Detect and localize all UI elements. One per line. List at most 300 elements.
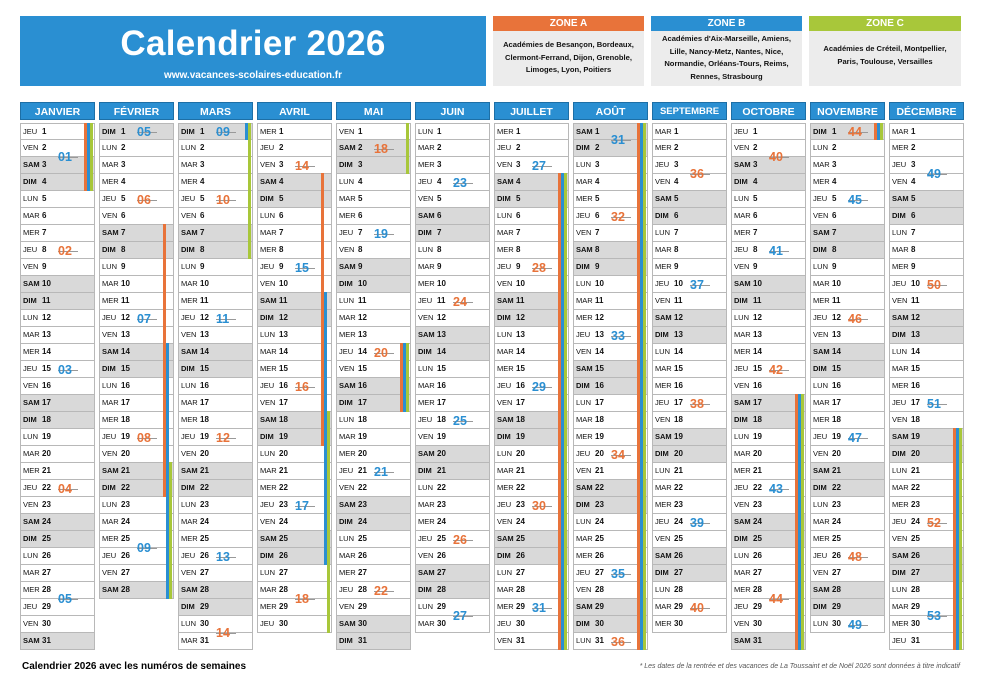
day-cell[interactable] <box>494 582 569 599</box>
day-cell[interactable] <box>810 395 885 412</box>
day-cell[interactable] <box>99 208 174 225</box>
day-cell[interactable] <box>652 480 727 497</box>
day-cell[interactable] <box>415 429 490 446</box>
day-cell[interactable] <box>178 446 253 463</box>
day-cell[interactable] <box>889 123 964 140</box>
day-cell[interactable] <box>652 463 727 480</box>
day-cell[interactable] <box>573 582 648 599</box>
day-cell[interactable] <box>415 208 490 225</box>
day-cell[interactable] <box>731 395 806 412</box>
day-cell[interactable] <box>336 259 411 276</box>
day-cell[interactable] <box>20 310 95 327</box>
day-cell[interactable] <box>99 582 174 599</box>
day-cell[interactable] <box>20 174 95 191</box>
day-cell[interactable] <box>889 531 964 548</box>
day-cell[interactable] <box>415 378 490 395</box>
day-cell[interactable] <box>573 259 648 276</box>
day-cell[interactable] <box>810 497 885 514</box>
weekday-label: SAM <box>418 449 435 458</box>
day-cell[interactable] <box>178 293 253 310</box>
day-cell[interactable] <box>20 616 95 633</box>
day-cell[interactable] <box>494 412 569 429</box>
day-cell[interactable] <box>257 174 332 191</box>
day-cell[interactable] <box>494 548 569 565</box>
day-cell[interactable] <box>652 531 727 548</box>
day-cell[interactable] <box>178 531 253 548</box>
day-cell[interactable] <box>573 412 648 429</box>
day-cell[interactable] <box>494 191 569 208</box>
day-cell[interactable] <box>494 633 569 650</box>
day-cell[interactable] <box>20 293 95 310</box>
day-cell[interactable] <box>810 361 885 378</box>
day-cell[interactable] <box>336 548 411 565</box>
day-cell[interactable] <box>731 548 806 565</box>
day-cell[interactable] <box>178 157 253 174</box>
day-cell[interactable] <box>494 293 569 310</box>
day-cell[interactable] <box>99 174 174 191</box>
day-cell[interactable] <box>652 191 727 208</box>
day-cell[interactable] <box>731 276 806 293</box>
day-cell[interactable] <box>257 225 332 242</box>
day-cell[interactable] <box>494 395 569 412</box>
day-cell[interactable] <box>178 140 253 157</box>
day-cell[interactable] <box>257 616 332 633</box>
day-cell[interactable] <box>494 310 569 327</box>
day-cell[interactable] <box>178 463 253 480</box>
day-cell[interactable] <box>336 497 411 514</box>
day-cell[interactable] <box>336 191 411 208</box>
day-cell[interactable] <box>573 548 648 565</box>
day-cell[interactable] <box>889 140 964 157</box>
day-cell[interactable] <box>178 242 253 259</box>
day-cell[interactable] <box>257 276 332 293</box>
day-cell[interactable] <box>494 480 569 497</box>
day-cell[interactable] <box>178 565 253 582</box>
day-cell[interactable] <box>573 225 648 242</box>
day-cell[interactable] <box>336 378 411 395</box>
day-cell[interactable] <box>257 123 332 140</box>
day-cell[interactable] <box>415 497 490 514</box>
day-cell[interactable] <box>336 174 411 191</box>
day-cell[interactable] <box>731 463 806 480</box>
day-cell[interactable] <box>494 140 569 157</box>
day-cell[interactable] <box>336 514 411 531</box>
day-cell[interactable] <box>652 310 727 327</box>
day-cell[interactable] <box>731 446 806 463</box>
day-cell[interactable] <box>257 310 332 327</box>
day-cell[interactable] <box>652 140 727 157</box>
day-cell[interactable] <box>889 225 964 242</box>
day-cell[interactable] <box>494 446 569 463</box>
day-cell[interactable] <box>257 344 332 361</box>
day-cell[interactable] <box>573 616 648 633</box>
day-cell[interactable] <box>652 548 727 565</box>
day-cell[interactable] <box>731 293 806 310</box>
day-cell[interactable] <box>494 123 569 140</box>
day-cell[interactable] <box>415 123 490 140</box>
day-cell[interactable] <box>257 463 332 480</box>
day-cell[interactable] <box>731 497 806 514</box>
day-cell[interactable] <box>336 361 411 378</box>
day-cell[interactable] <box>336 565 411 582</box>
day-cell[interactable] <box>573 395 648 412</box>
day-cell[interactable] <box>415 157 490 174</box>
day-cell[interactable] <box>573 599 648 616</box>
day-cell[interactable] <box>257 514 332 531</box>
day-cell[interactable] <box>336 327 411 344</box>
day-cell[interactable] <box>652 208 727 225</box>
day-cell[interactable] <box>652 361 727 378</box>
day-cell[interactable] <box>494 531 569 548</box>
day-cell[interactable] <box>494 463 569 480</box>
day-cell[interactable] <box>257 327 332 344</box>
day-cell[interactable] <box>810 531 885 548</box>
day-cell[interactable] <box>178 514 253 531</box>
day-cell[interactable] <box>652 412 727 429</box>
day-cell[interactable] <box>889 327 964 344</box>
day-cell[interactable] <box>889 293 964 310</box>
day-cell[interactable] <box>415 225 490 242</box>
day-cell[interactable] <box>889 344 964 361</box>
day-cell[interactable] <box>20 395 95 412</box>
day-cell[interactable] <box>731 310 806 327</box>
day-cell[interactable] <box>889 633 964 650</box>
day-cell[interactable] <box>810 378 885 395</box>
day-cell[interactable] <box>889 310 964 327</box>
day-cell[interactable] <box>178 582 253 599</box>
day-cell[interactable] <box>336 429 411 446</box>
day-cell[interactable] <box>652 616 727 633</box>
day-cell[interactable] <box>810 242 885 259</box>
day-cell[interactable] <box>336 480 411 497</box>
day-cell[interactable] <box>652 344 727 361</box>
day-cell[interactable] <box>731 412 806 429</box>
day-cell[interactable] <box>652 293 727 310</box>
day-cell[interactable] <box>731 208 806 225</box>
day-cell[interactable] <box>415 191 490 208</box>
month-header: JUILLET <box>494 102 569 120</box>
day-cell[interactable] <box>573 242 648 259</box>
day-cell[interactable] <box>810 446 885 463</box>
day-cell[interactable] <box>257 480 332 497</box>
day-cell[interactable] <box>415 344 490 361</box>
day-cell[interactable] <box>573 293 648 310</box>
day-cell[interactable] <box>889 548 964 565</box>
day-cell[interactable] <box>889 208 964 225</box>
day-cell[interactable] <box>731 327 806 344</box>
day-cell[interactable] <box>731 191 806 208</box>
day-cell[interactable] <box>257 548 332 565</box>
day-cell[interactable] <box>652 378 727 395</box>
day-cell[interactable] <box>336 616 411 633</box>
day-cell[interactable] <box>20 497 95 514</box>
day-cell[interactable] <box>889 429 964 446</box>
day-cell[interactable] <box>99 565 174 582</box>
day-cell[interactable] <box>415 582 490 599</box>
day-cell[interactable] <box>652 225 727 242</box>
day-cell[interactable] <box>99 514 174 531</box>
day-cell[interactable] <box>20 123 95 140</box>
day-cell[interactable] <box>20 548 95 565</box>
day-cell[interactable] <box>889 412 964 429</box>
day-cell[interactable] <box>415 565 490 582</box>
day-cell[interactable] <box>99 140 174 157</box>
day-cell[interactable] <box>731 123 806 140</box>
day-cell[interactable] <box>178 480 253 497</box>
day-cell[interactable] <box>415 140 490 157</box>
day-cell[interactable] <box>889 582 964 599</box>
day-cell[interactable] <box>336 395 411 412</box>
day-cell[interactable] <box>336 293 411 310</box>
day-cell[interactable] <box>494 174 569 191</box>
day-cell[interactable] <box>257 412 332 429</box>
day-cell[interactable] <box>731 633 806 650</box>
day-cell[interactable] <box>178 378 253 395</box>
day-cell[interactable] <box>20 225 95 242</box>
day-cell[interactable] <box>336 310 411 327</box>
day-cell[interactable] <box>810 582 885 599</box>
page-title: Calendrier 2026 <box>120 24 386 63</box>
day-cell[interactable] <box>652 242 727 259</box>
day-cell[interactable] <box>731 565 806 582</box>
day-cell[interactable] <box>415 514 490 531</box>
day-cell[interactable] <box>731 259 806 276</box>
day-cell[interactable] <box>99 276 174 293</box>
day-cell[interactable] <box>810 599 885 616</box>
day-cell[interactable] <box>336 242 411 259</box>
day-cell[interactable] <box>99 412 174 429</box>
day-cell[interactable] <box>99 157 174 174</box>
day-cell[interactable] <box>99 259 174 276</box>
day-cell[interactable] <box>415 463 490 480</box>
day-cell[interactable] <box>415 446 490 463</box>
day-cell[interactable] <box>652 565 727 582</box>
day-cell[interactable] <box>494 514 569 531</box>
day-cell[interactable] <box>20 429 95 446</box>
day-cell[interactable] <box>336 531 411 548</box>
day-cell[interactable] <box>810 463 885 480</box>
day-cell[interactable] <box>573 344 648 361</box>
day-cell[interactable] <box>178 412 253 429</box>
day-cell[interactable] <box>573 429 648 446</box>
day-cell[interactable] <box>20 463 95 480</box>
day-cell[interactable] <box>20 412 95 429</box>
day-cell[interactable] <box>99 242 174 259</box>
day-cell[interactable] <box>494 344 569 361</box>
day-cell[interactable] <box>494 225 569 242</box>
day-cell[interactable] <box>810 327 885 344</box>
day-cell[interactable] <box>20 531 95 548</box>
day-cell[interactable] <box>652 123 727 140</box>
day-cell[interactable] <box>652 259 727 276</box>
day-cell[interactable] <box>99 497 174 514</box>
day-cell[interactable] <box>257 565 332 582</box>
day-cell[interactable] <box>257 429 332 446</box>
day-cell[interactable] <box>336 157 411 174</box>
day-cell[interactable] <box>178 259 253 276</box>
day-cell[interactable] <box>99 395 174 412</box>
day-cell[interactable] <box>652 582 727 599</box>
day-cell[interactable] <box>810 276 885 293</box>
day-cell[interactable] <box>257 140 332 157</box>
day-cell[interactable] <box>178 208 253 225</box>
day-cell[interactable] <box>99 344 174 361</box>
day-cell[interactable] <box>731 531 806 548</box>
day-cell[interactable] <box>494 276 569 293</box>
day-cell[interactable] <box>810 565 885 582</box>
day-cell[interactable] <box>178 361 253 378</box>
day-cell[interactable] <box>810 174 885 191</box>
day-cell[interactable] <box>810 208 885 225</box>
day-cell[interactable] <box>20 378 95 395</box>
day-cell[interactable] <box>573 463 648 480</box>
day-cell[interactable] <box>20 446 95 463</box>
day-cell[interactable] <box>494 327 569 344</box>
day-number: 12 <box>200 313 209 322</box>
day-cell[interactable] <box>573 497 648 514</box>
day-cell[interactable] <box>810 293 885 310</box>
day-number: 19 <box>516 432 525 441</box>
day-cell[interactable] <box>415 327 490 344</box>
day-cell[interactable] <box>20 514 95 531</box>
day-cell[interactable] <box>731 616 806 633</box>
day-cell[interactable] <box>731 174 806 191</box>
day-number: 9 <box>674 262 679 271</box>
day-cell[interactable] <box>178 174 253 191</box>
day-cell[interactable] <box>99 463 174 480</box>
day-cell[interactable] <box>178 276 253 293</box>
day-cell[interactable] <box>889 463 964 480</box>
day-cell[interactable] <box>889 242 964 259</box>
day-cell[interactable] <box>336 412 411 429</box>
day-cell[interactable] <box>178 599 253 616</box>
day-cell[interactable] <box>415 259 490 276</box>
day-cell[interactable] <box>889 480 964 497</box>
day-cell[interactable] <box>652 497 727 514</box>
day-cell[interactable] <box>257 242 332 259</box>
day-cell[interactable] <box>178 395 253 412</box>
day-cell[interactable] <box>257 531 332 548</box>
day-cell[interactable] <box>573 157 648 174</box>
day-cell[interactable] <box>573 310 648 327</box>
day-cell[interactable] <box>336 208 411 225</box>
day-cell[interactable] <box>494 565 569 582</box>
day-cell[interactable] <box>99 446 174 463</box>
day-cell[interactable] <box>257 361 332 378</box>
day-cell[interactable] <box>573 276 648 293</box>
day-cell[interactable] <box>810 225 885 242</box>
day-cell[interactable] <box>573 531 648 548</box>
day-cell[interactable] <box>889 361 964 378</box>
day-cell[interactable] <box>494 208 569 225</box>
day-cell[interactable] <box>573 174 648 191</box>
day-cell[interactable] <box>257 446 332 463</box>
day-cell[interactable] <box>99 378 174 395</box>
day-cell[interactable] <box>99 361 174 378</box>
website-link[interactable]: www.vacances-scolaires-education.fr <box>163 70 343 81</box>
day-cell[interactable] <box>20 208 95 225</box>
day-cell[interactable] <box>20 327 95 344</box>
day-cell[interactable] <box>652 446 727 463</box>
day-cell[interactable] <box>652 327 727 344</box>
day-cell[interactable] <box>20 191 95 208</box>
day-cell[interactable] <box>336 633 411 650</box>
day-cell[interactable] <box>99 293 174 310</box>
day-cell[interactable] <box>257 293 332 310</box>
day-cell[interactable] <box>810 412 885 429</box>
day-cell[interactable] <box>415 548 490 565</box>
day-cell[interactable] <box>573 361 648 378</box>
day-cell[interactable] <box>731 514 806 531</box>
day-cell[interactable] <box>99 480 174 497</box>
day-cell[interactable] <box>810 344 885 361</box>
day-cell[interactable] <box>415 310 490 327</box>
day-cell[interactable] <box>257 395 332 412</box>
day-cell[interactable] <box>336 123 411 140</box>
day-cell[interactable] <box>652 429 727 446</box>
day-cell[interactable] <box>99 327 174 344</box>
day-cell[interactable] <box>494 242 569 259</box>
day-cell[interactable] <box>573 378 648 395</box>
day-cell[interactable] <box>494 361 569 378</box>
day-cell[interactable] <box>810 157 885 174</box>
day-cell[interactable] <box>415 395 490 412</box>
day-cell[interactable] <box>810 140 885 157</box>
day-cell[interactable] <box>573 191 648 208</box>
day-cell[interactable] <box>178 497 253 514</box>
day-cell[interactable] <box>731 225 806 242</box>
day-cell[interactable] <box>889 565 964 582</box>
day-cell[interactable] <box>889 446 964 463</box>
weekday-label: JEU <box>813 551 828 560</box>
day-cell[interactable] <box>336 446 411 463</box>
day-cell[interactable] <box>494 616 569 633</box>
day-cell[interactable] <box>494 429 569 446</box>
day-cell[interactable] <box>336 599 411 616</box>
day-cell[interactable] <box>178 225 253 242</box>
day-cell[interactable] <box>573 514 648 531</box>
day-cell[interactable] <box>415 480 490 497</box>
day-cell[interactable] <box>889 497 964 514</box>
day-cell[interactable] <box>99 225 174 242</box>
day-cell[interactable] <box>415 242 490 259</box>
day-cell[interactable] <box>415 361 490 378</box>
day-cell[interactable] <box>178 327 253 344</box>
weekday-label: MER <box>23 585 40 594</box>
day-cell[interactable] <box>415 276 490 293</box>
day-cell[interactable] <box>889 259 964 276</box>
day-cell[interactable] <box>257 191 332 208</box>
day-cell[interactable] <box>257 208 332 225</box>
day-cell[interactable] <box>178 344 253 361</box>
day-cell[interactable] <box>889 191 964 208</box>
day-cell[interactable] <box>810 480 885 497</box>
day-cell[interactable] <box>810 259 885 276</box>
day-cell[interactable] <box>731 344 806 361</box>
day-cell[interactable] <box>336 276 411 293</box>
day-cell[interactable] <box>731 429 806 446</box>
day-cell[interactable] <box>810 514 885 531</box>
day-cell[interactable] <box>731 378 806 395</box>
day-cell[interactable] <box>20 344 95 361</box>
day-number: 9 <box>516 262 521 271</box>
day-cell[interactable] <box>20 276 95 293</box>
day-cell[interactable] <box>20 565 95 582</box>
day-cell[interactable] <box>889 378 964 395</box>
day-cell[interactable] <box>573 480 648 497</box>
day-cell[interactable] <box>20 259 95 276</box>
day-cell[interactable] <box>20 633 95 650</box>
